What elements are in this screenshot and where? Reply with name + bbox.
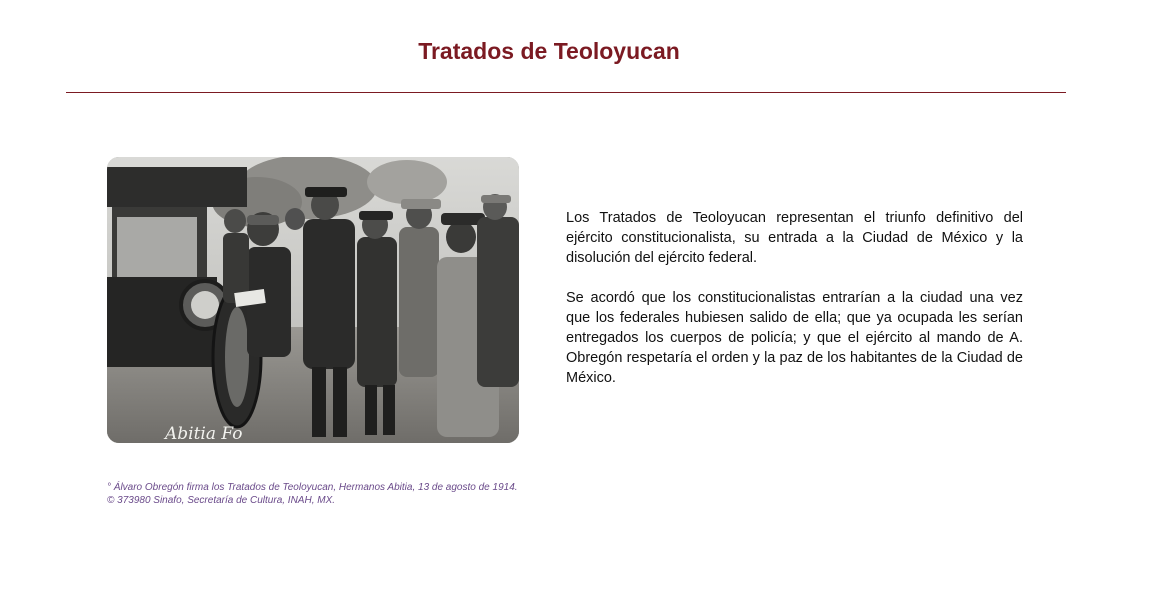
photo-inscription: Abitia Fo — [165, 424, 243, 443]
paragraph-1: Los Tratados de Teoloyucan representan el triunfo definitivo del ejército constitucionalista, su entrada a la Ciudad de México y la disolución del ejército federal. — [566, 210, 1023, 266]
paragraph-2: Se acordó que los constitucionalistas entrarían a la ciudad una vez que los federales hubiesen salido de ella; que ya ocupada les serían entregados los cuerpos de policía; y que el ejército al mando de A. Obregón respetaría el orden y la paz de los habitantes de la Ciudad de México. — [566, 290, 1023, 386]
photo-caption: ° Álvaro Obregón firma los Tratados de Teoloyucan, Hermanos Abitia, 13 de agosto de 1914. © 373980 Sinafo, Secretaría de Cultura, INAH, MX. — [107, 482, 518, 506]
article-body — [566, 208, 1023, 408]
historical-photo — [107, 157, 519, 443]
page-title: Tratados de Teoloyucan — [418, 38, 680, 64]
title-divider — [66, 92, 1066, 93]
